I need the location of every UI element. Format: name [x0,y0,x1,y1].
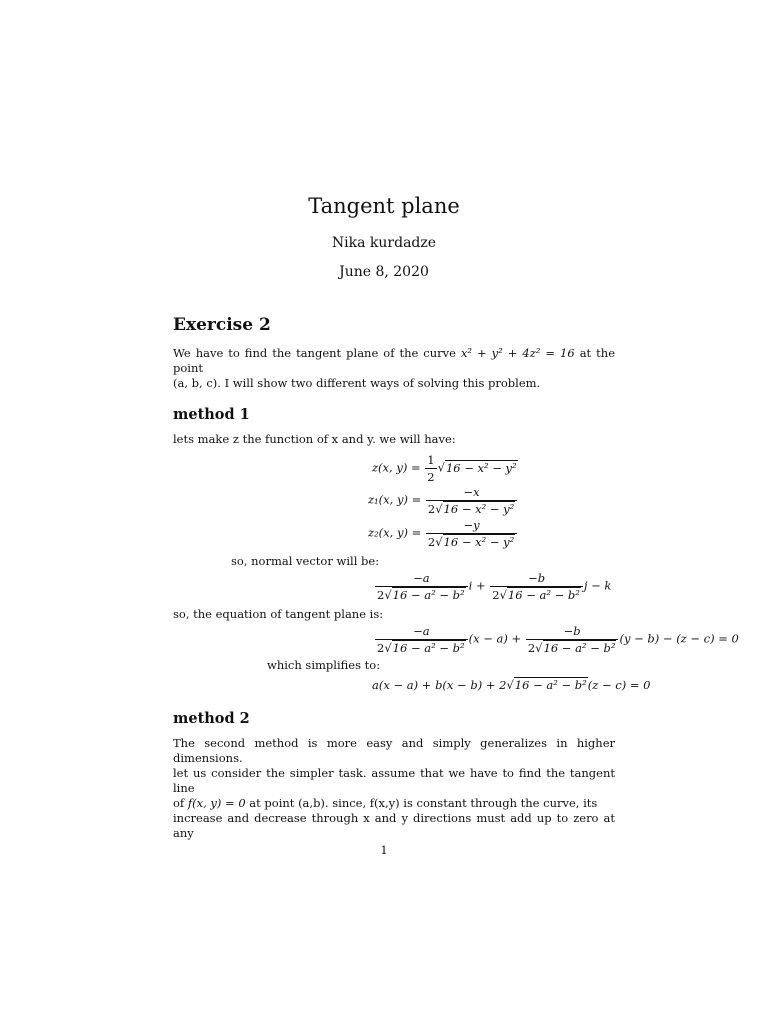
method2-paragraph: The second method is more easy and simply generalizes in higher dimensions. let us consider the simpler task. assume that we have to find the tangent line of f(x, y) = 0 at point (a,b). since, f(x,y) is constant through the curve, its increase and decrease through x and y directions must add up to zero at any [173,736,615,840]
eq-z-lhs: z(x, y) = [372,460,421,475]
sqrt-radicand: 16 − x² − y² [445,460,517,475]
z1-fraction [426,485,517,516]
z1-numerator: −x [463,485,480,499]
equation-z [372,453,518,484]
normal-vector-text: so, normal vector will be: [231,554,380,568]
z2-numerator: −y [463,518,480,532]
i-plus: i + [468,578,486,593]
simplified-equation: a(x − a) + b(x − b) + 2√16 − a² − b²(z − c) = 0 [372,678,651,692]
tangent-plane-equation [374,624,739,655]
author-name: Nika kurdadze [331,235,437,251]
page-number: 1 [380,843,388,857]
plane-frac-a: $\frac{-a}{\text{2√16 − a² − b²}}$ [375,624,468,655]
method2-equation: f(x, y) = 0 [187,796,246,810]
z1-denominator: 2√16 − x² − y² [426,500,517,516]
equation-z1 [368,485,518,516]
intro-text-b: at the point [173,346,616,375]
normal-frac-b: $\frac{-b}{\text{2√16 − a² − b²}}$ [490,571,583,602]
section-heading: Exercise 2 [173,315,271,335]
intro-equation: x² + y² + 4z² = 16 [460,346,575,360]
sqrt-sign: √ [437,460,445,475]
normal-vector-equation [374,571,611,602]
intro-text-line2: (a, b, c). I will show two different ways of solving this problem. [173,376,541,390]
z2-fraction [426,518,517,549]
method2-heading: method 2 [173,710,250,727]
equation-z2 [368,518,518,549]
x-minus-a: (x − a) + [468,631,522,646]
method1-heading: method 1 [173,406,250,423]
simplifies-text: which simplifies to: [267,658,381,672]
paper-date: June 8, 2020 [339,264,429,280]
y-minus-b-rest: (y − b) − (z − c) = 0 [619,631,739,646]
paper-title: Tangent plane [308,194,460,218]
half-fraction [425,453,436,484]
intro-paragraph [173,346,615,391]
plane-frac-b: $\frac{-b}{\text{2√16 − a² − b²}}$ [526,624,619,655]
method1-text: lets make z the function of x and y. we will have: [173,432,456,446]
z2-denominator: 2√16 − x² − y² [426,533,517,549]
tangent-plane-text: so, the equation of tangent plane is: [173,607,384,621]
half-numerator: 1 [427,453,435,467]
eq-z2-lhs: z₂(x, y) = [368,525,422,540]
eq-z1-lhs: z₁(x, y) = [368,492,422,507]
intro-text-a: We have to find the tangent plane of the curve [173,346,461,360]
normal-frac-a: $\frac{-a}{\text{2√16 − a² − b²}}$ [375,571,468,602]
j-minus-k: j − k [583,578,612,593]
half-denominator: 2 [427,470,435,484]
